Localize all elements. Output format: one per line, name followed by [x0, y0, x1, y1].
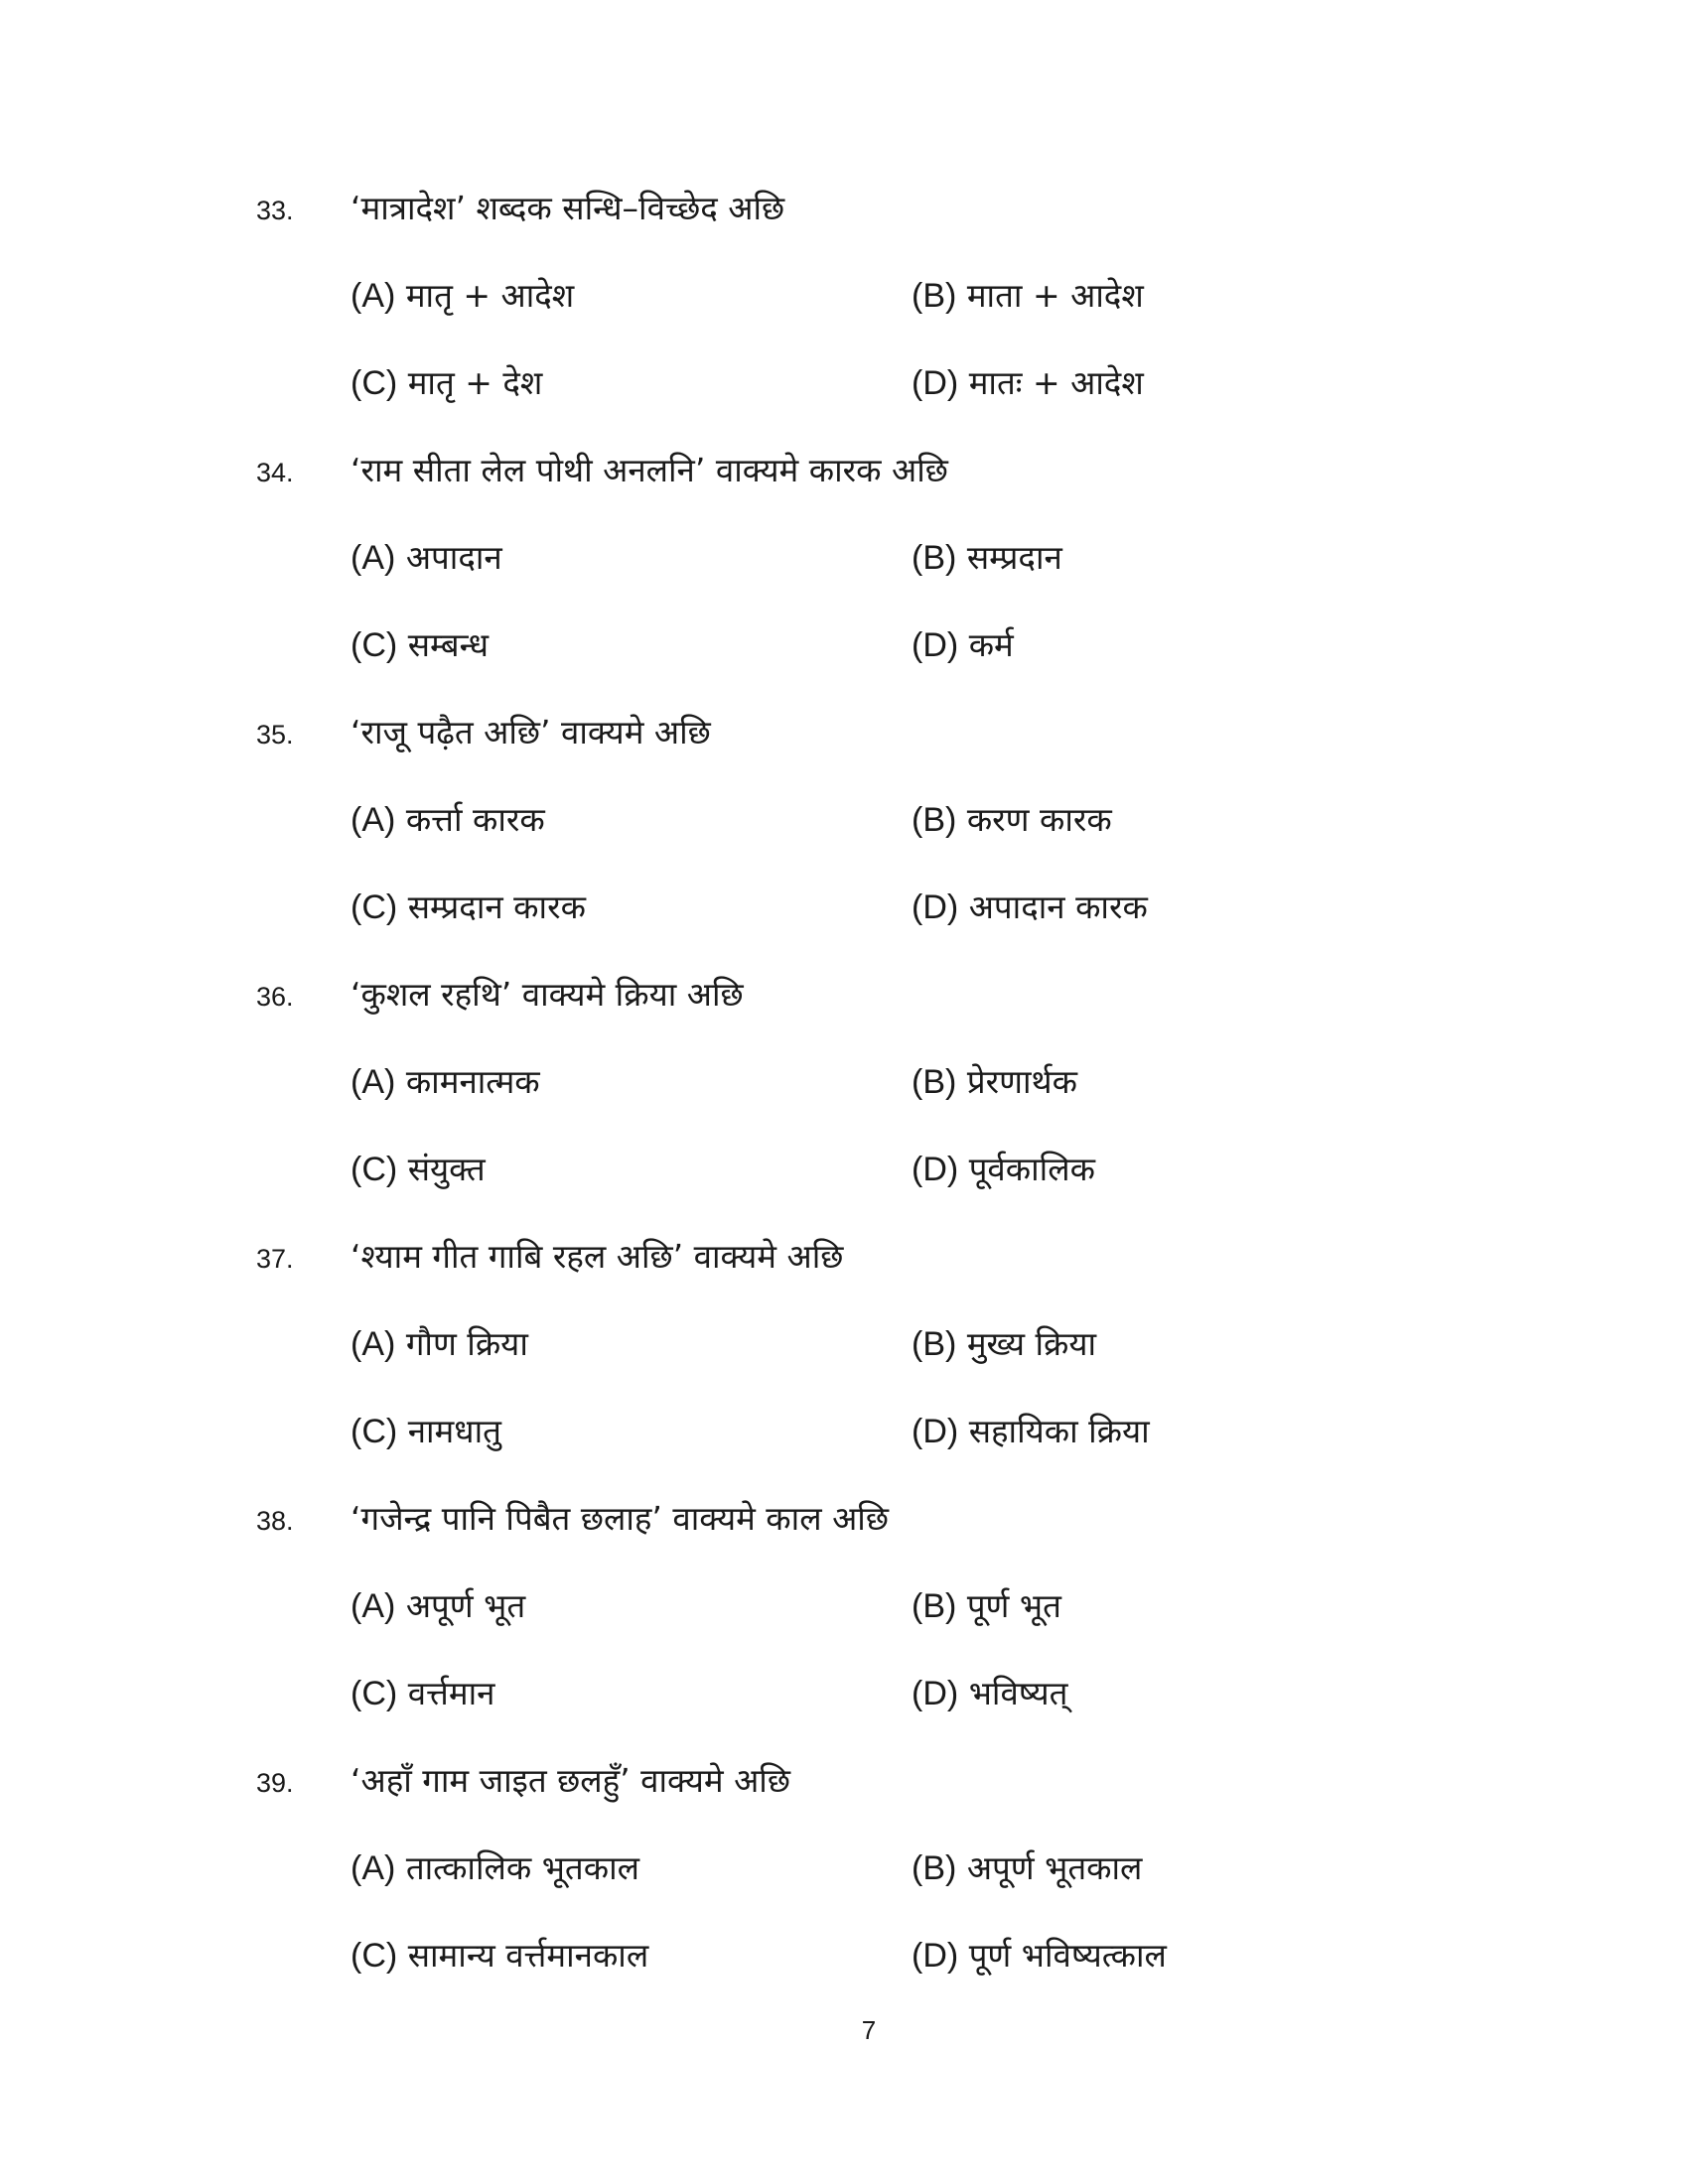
option-label: (A) [351, 539, 396, 577]
option-text: मातृ + देश [397, 363, 543, 402]
option-text: सहायिका क्रिया [958, 1412, 1150, 1450]
option-text: पूर्वकालिक [958, 1150, 1095, 1188]
option-c [351, 1150, 486, 1189]
option-label: (A) [351, 1587, 396, 1625]
option-label: (B) [912, 1587, 957, 1625]
option-c [351, 1936, 648, 1976]
option-text: वर्त्तमान [397, 1674, 495, 1712]
question-36 [0, 975, 1688, 1237]
question-34 [0, 451, 1688, 713]
option-label: (A) [351, 1063, 396, 1101]
option-c [351, 363, 542, 403]
question-text: ‘राम सीता लेल पोथी अनलनि’ वाक्यमे कारक अछि [351, 451, 948, 489]
option-text: कर्म [958, 625, 1014, 664]
question-text: ‘मात्रादेश’ शब्दक सन्धि–विच्छेद अछि [351, 189, 785, 227]
option-label: (C) [351, 1413, 398, 1450]
option-label: (C) [351, 1151, 398, 1188]
option-label: (A) [351, 1325, 396, 1363]
question-33 [0, 189, 1688, 451]
option-text: सम्प्रदान [956, 538, 1062, 577]
question-38 [0, 1499, 1688, 1761]
option-b [912, 1848, 1142, 1888]
option-text: पूर्ण भूत [956, 1586, 1061, 1625]
option-text: सामान्य वर्त्तमानकाल [397, 1936, 649, 1975]
option-label: (C) [351, 888, 398, 926]
option-label: (D) [912, 1413, 959, 1450]
option-text: नामधातु [397, 1412, 501, 1450]
option-label: (B) [912, 1325, 957, 1363]
option-b [912, 276, 1144, 316]
option-label: (A) [351, 1849, 396, 1887]
option-label: (D) [912, 364, 959, 402]
option-text: अपादान [395, 538, 502, 577]
page-number: 7 [861, 2015, 877, 2045]
option-text: भविष्यत् [958, 1674, 1068, 1712]
option-text: तात्कालिक भूतकाल [395, 1848, 640, 1887]
option-text: अपूर्ण भूत [395, 1586, 526, 1625]
option-a [351, 538, 502, 578]
option-a [351, 1324, 528, 1364]
option-text: पूर्ण भविष्यत्काल [958, 1936, 1167, 1975]
option-a [351, 1848, 639, 1888]
option-text: मातः + आदेश [958, 363, 1144, 402]
option-text: प्रेरणार्थक [956, 1062, 1077, 1101]
question-text: ‘कुशल रहथि’ वाक्यमे क्रिया अछि [351, 975, 744, 1014]
option-a [351, 1586, 525, 1626]
question-text: ‘श्याम गीत गाबि रहल अछि’ वाक्यमे अछि [351, 1237, 844, 1276]
option-b [912, 1062, 1077, 1102]
option-text: गौण क्रिया [395, 1324, 528, 1363]
question-text: ‘अहाँ गाम जाइत छलहुँ’ वाक्यमे अछि [351, 1761, 790, 1800]
option-label: (B) [912, 277, 957, 315]
option-label: (C) [351, 1937, 398, 1975]
option-d [912, 1150, 1095, 1189]
question-number: 38. [256, 1506, 294, 1536]
option-b [912, 800, 1112, 840]
option-d [912, 625, 1014, 665]
option-text: करण कारक [956, 800, 1112, 839]
option-label: (B) [912, 1849, 957, 1887]
option-d [912, 1412, 1150, 1451]
option-d [912, 1936, 1167, 1976]
option-text: कर्त्ता कारक [395, 800, 545, 839]
option-text: सम्प्रदान कारक [397, 887, 586, 926]
question-number: 35. [256, 720, 294, 750]
option-d [912, 363, 1144, 403]
option-text: संयुक्त [397, 1150, 486, 1188]
option-label: (D) [912, 1675, 959, 1712]
option-label: (C) [351, 364, 398, 402]
option-label: (B) [912, 801, 957, 839]
option-label: (D) [912, 1937, 959, 1975]
option-label: (D) [912, 888, 959, 926]
question-39 [0, 1761, 1688, 2023]
option-text: माता + आदेश [956, 276, 1144, 315]
question-text: ‘राजू पढ़ैत अछि’ वाक्यमे अछि [351, 713, 711, 751]
question-35 [0, 713, 1688, 975]
option-text: सम्बन्ध [397, 625, 490, 664]
option-d [912, 887, 1148, 927]
option-label: (D) [912, 626, 959, 664]
option-b [912, 1586, 1061, 1626]
question-number: 37. [256, 1244, 294, 1274]
option-label: (A) [351, 801, 396, 839]
option-a [351, 800, 545, 840]
option-text: मातृ + आदेश [395, 276, 575, 315]
question-number: 39. [256, 1768, 294, 1798]
option-d [912, 1674, 1067, 1713]
question-number: 36. [256, 982, 294, 1012]
option-label: (A) [351, 277, 396, 315]
option-a [351, 1062, 540, 1102]
option-c [351, 1412, 501, 1451]
question-text: ‘गजेन्द्र पानि पिबैत छलाह’ वाक्यमे काल अछि [351, 1499, 889, 1538]
option-label: (C) [351, 626, 398, 664]
option-label: (B) [912, 539, 957, 577]
option-label: (C) [351, 1675, 398, 1712]
option-b [912, 1324, 1096, 1364]
option-c [351, 625, 489, 665]
question-37 [0, 1237, 1688, 1499]
option-b [912, 538, 1062, 578]
option-label: (B) [912, 1063, 957, 1101]
option-c [351, 1674, 494, 1713]
option-text: कामनात्मक [395, 1062, 540, 1101]
option-text: मुख्य क्रिया [956, 1324, 1097, 1363]
option-a [351, 276, 574, 316]
option-text: अपूर्ण भूतकाल [956, 1848, 1143, 1887]
question-number: 34. [256, 458, 294, 487]
option-label: (D) [912, 1151, 959, 1188]
question-number: 33. [256, 196, 294, 225]
option-c [351, 887, 586, 927]
option-text: अपादान कारक [958, 887, 1148, 926]
